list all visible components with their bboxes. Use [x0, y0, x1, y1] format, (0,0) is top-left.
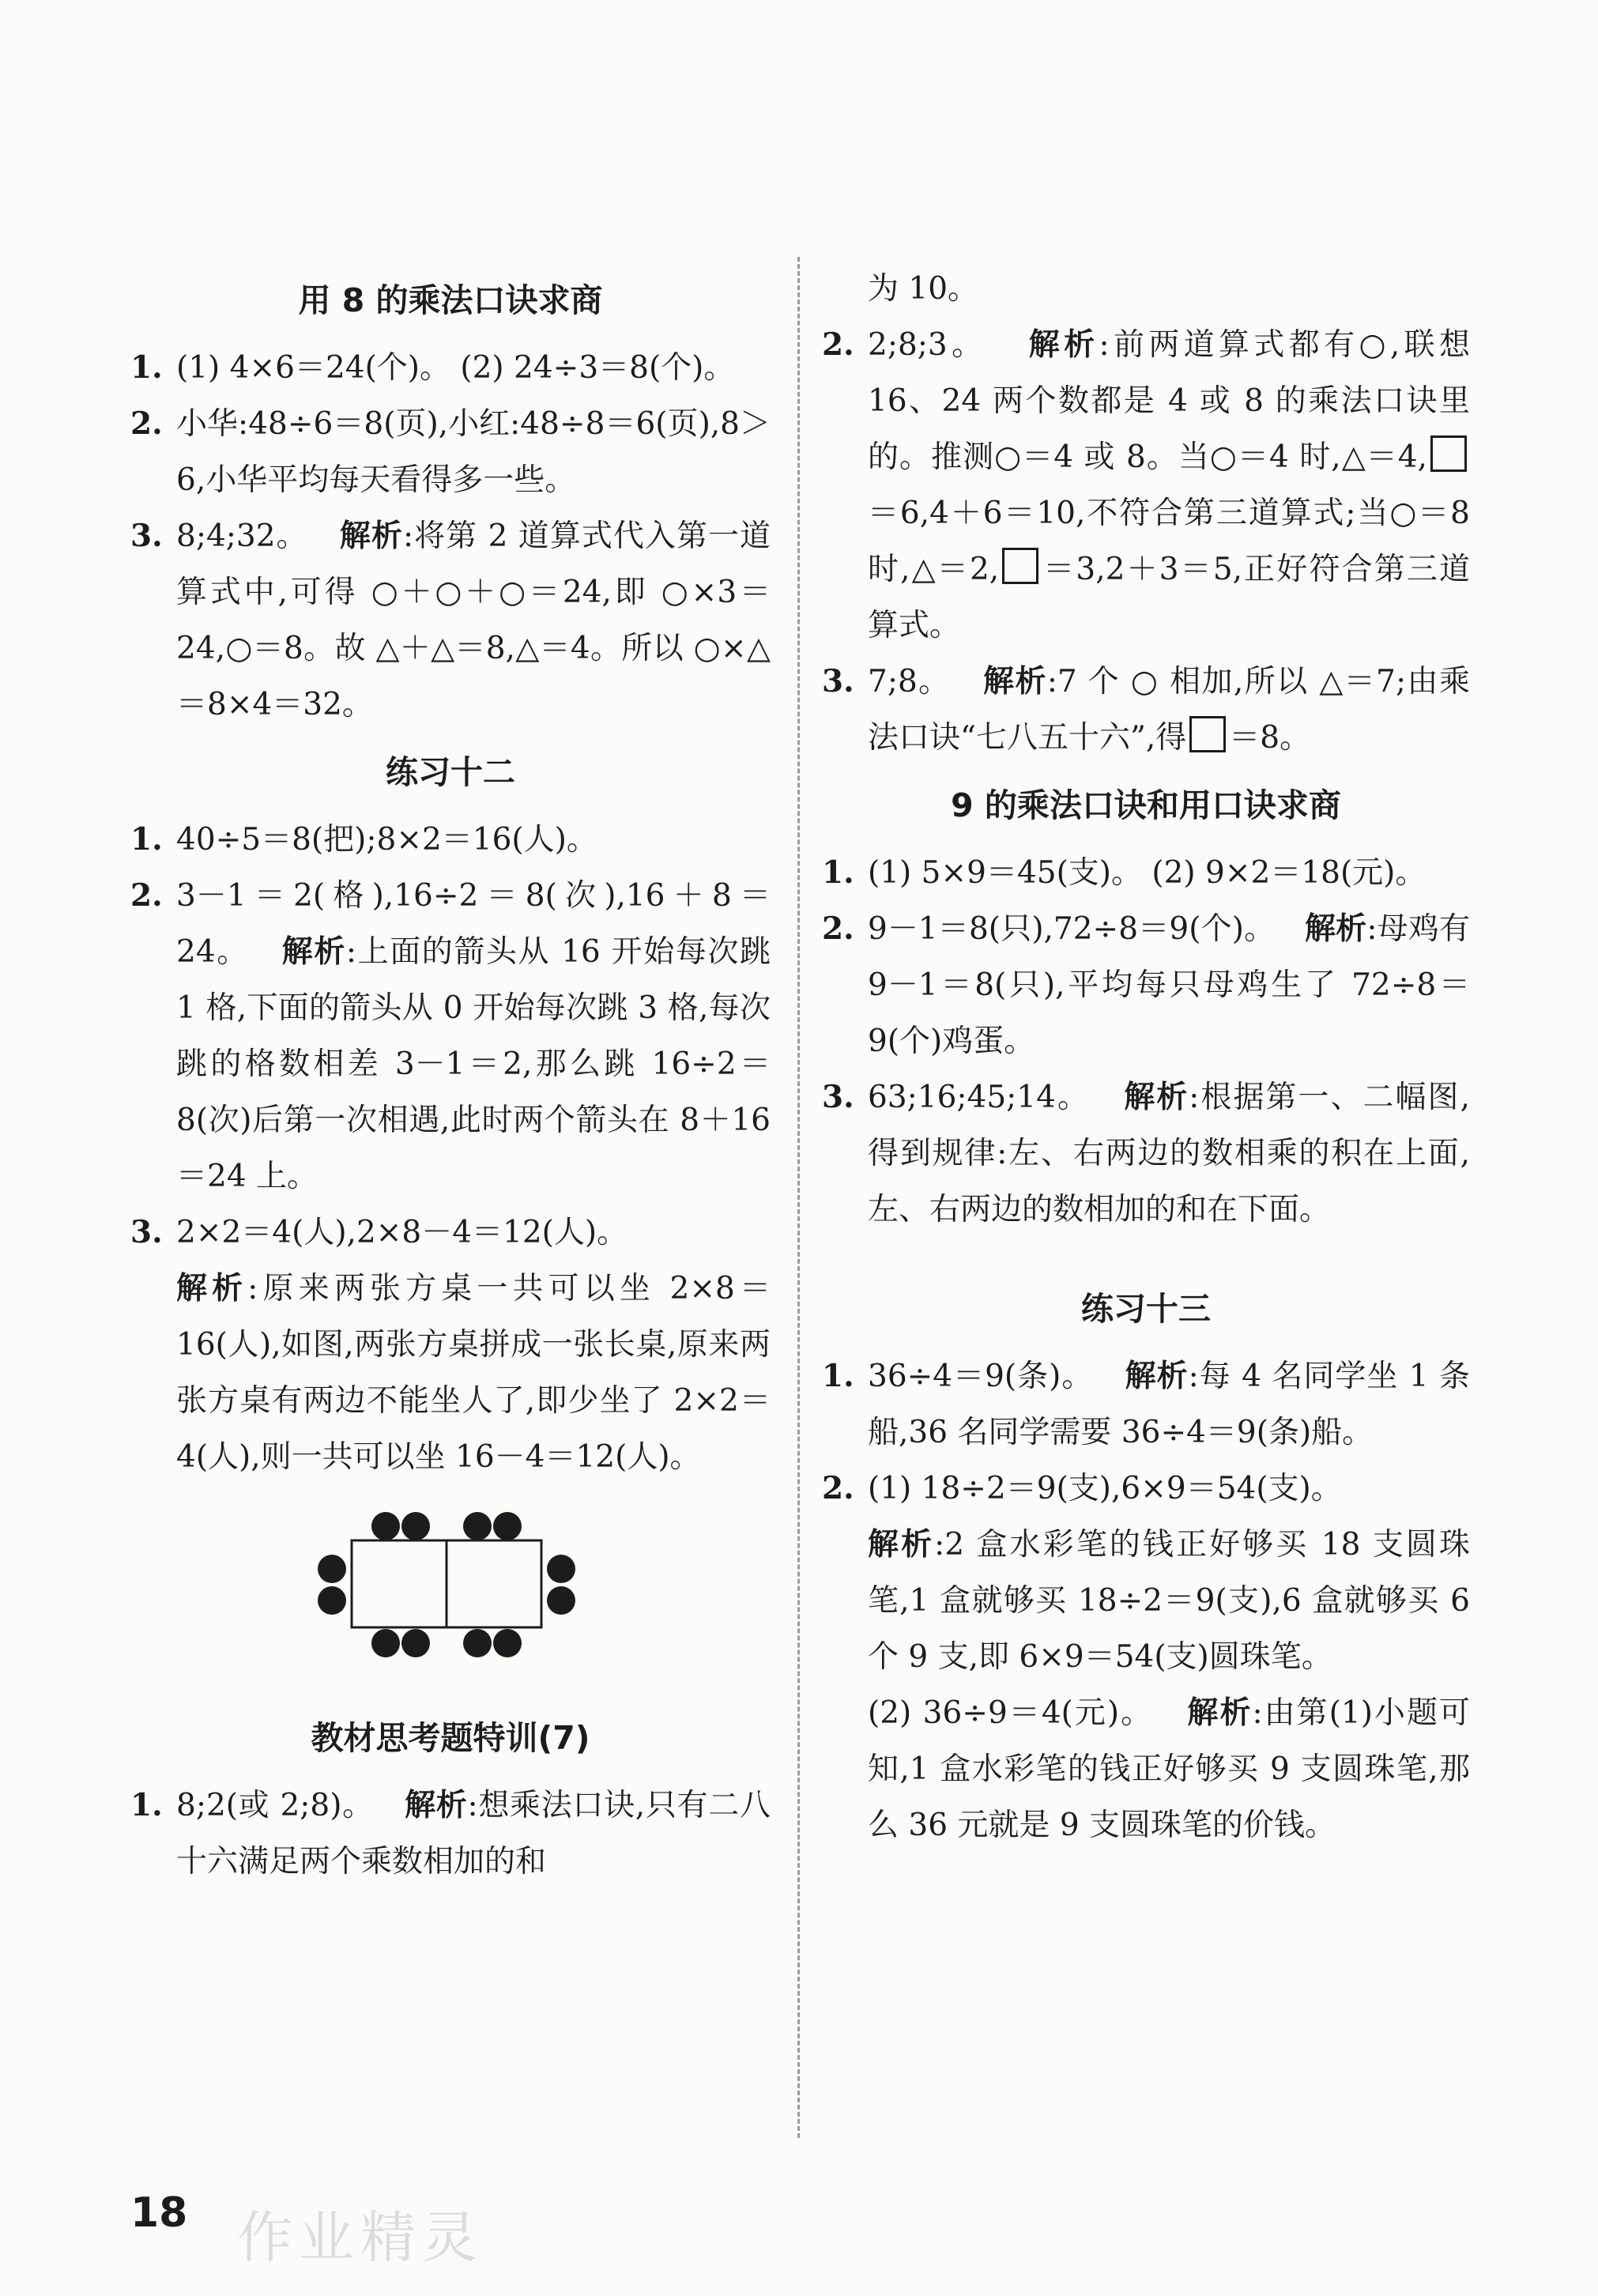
seat-dot — [493, 1629, 522, 1657]
item-number: 2. — [130, 405, 163, 442]
analysis-text: :2 盒水彩笔的钱正好够买 18 支圆珠笔,1 盒就够买 18÷2＝9(支),6 盒就够买 6 个 9 支,即 6×9＝54(支)圆珠笔。 — [868, 1527, 1470, 1675]
answer-item — [822, 1461, 1470, 1853]
analysis-text: :每 4 名同学坐 1 条船,36 名同学需要 36÷4＝9(条)船。 — [868, 1359, 1470, 1450]
seat-dot — [493, 1512, 522, 1540]
item-number: 2. — [130, 877, 163, 914]
answer-text: (1) 4×6＝24(个)。 (2) 24÷3＝8(个)。 — [176, 350, 735, 386]
seat-dot — [463, 1629, 492, 1657]
analysis-block — [868, 1517, 1470, 1685]
analysis-label: 解析 — [868, 1527, 935, 1563]
answer-value: 2×2＝4(人),2×8－4＝12(人)。 — [176, 1215, 628, 1250]
analysis-label: 解析 — [405, 1788, 468, 1823]
item-number: 3. — [130, 518, 163, 554]
item-number: 2. — [822, 1470, 854, 1506]
analysis-text: ＝6,4＋6＝10,不符合第三道算式;当○＝8 时,△＝2, — [868, 496, 1470, 587]
square-table-right — [447, 1540, 541, 1627]
analysis-text: :上面的箭头从 16 开始每次跳 1 格,下面的箭头从 0 开始每次跳 3 格,每次跳的格数相差 3－1＝2,那么跳 16÷2＝8(次)后第一次相遇,此时两个箭头在 8＋16＝24 上。 — [176, 934, 771, 1194]
seat-dot — [318, 1555, 346, 1583]
analysis-text: ＝3,2＋3＝5,正好符合第三道算式。 — [868, 552, 1470, 643]
seat-dot — [547, 1555, 575, 1583]
seat-dot — [401, 1629, 430, 1657]
column-divider — [797, 257, 800, 2138]
square-symbol — [1189, 716, 1226, 752]
answer-value: 8;4;32。 — [176, 518, 308, 554]
answer-value: 36÷4＝9(条)。 — [868, 1359, 1094, 1394]
analysis-label: 解析 — [1187, 1695, 1253, 1731]
seat-dot — [371, 1629, 400, 1657]
sub-answer-block — [868, 1685, 1470, 1853]
watermark: 作业精灵 — [237, 2205, 484, 2270]
seat-dot — [371, 1512, 400, 1540]
answer-item — [130, 508, 771, 733]
analysis-text: :母鸡有 9－1＝8(只),平均每只母鸡生了 72÷8＝9(个)鸡蛋。 — [868, 911, 1470, 1059]
analysis-label: 解析 — [1125, 1359, 1189, 1394]
answer-text: (1) 5×9＝45(支)。 (2) 9×2＝18(元)。 — [868, 855, 1427, 891]
answer-value: 8;2(或 2;8)。 — [176, 1788, 374, 1823]
answer-value: 2;8;3。 — [868, 327, 987, 363]
answer-value: (2) 36÷9＝4(元)。 — [868, 1695, 1154, 1731]
square-symbol — [1430, 435, 1467, 472]
item-number: 1. — [130, 349, 163, 386]
item-number: 3. — [822, 1079, 854, 1115]
square-table-left — [352, 1540, 447, 1627]
analysis-label: 解析 — [983, 664, 1047, 699]
seat-dot — [463, 1512, 492, 1540]
analysis-text: :原来两张方桌一共可以坐 2×8＝16(人),如图,两张方桌拼成一张长桌,原来两张方桌有两边不能坐人了,即少坐了 2×2＝4(人),则一共可以坐 16－4＝12(人)。 — [176, 1271, 771, 1475]
item-number: 1. — [130, 1787, 163, 1823]
seat-dot — [318, 1586, 346, 1615]
analysis-block — [176, 1261, 771, 1485]
answer-text: 小华:48÷6＝8(页),小红:48÷8＝6(页),8＞6,小华平均每天看得多一些。 — [176, 406, 771, 498]
item-number: 3. — [130, 1214, 163, 1250]
answer-item — [130, 1205, 771, 1485]
section-spacer — [822, 1238, 1470, 1269]
section-title-8-division: 用 8 的乘法口诀求商 — [298, 281, 603, 319]
item-number: 1. — [822, 1358, 854, 1394]
answer-value: 7;8。 — [868, 664, 951, 699]
seat-dot — [547, 1586, 575, 1615]
answer-item — [130, 868, 771, 1205]
square-symbol — [1002, 548, 1038, 584]
analysis-label: 解析 — [281, 934, 346, 970]
table-diagram — [292, 1501, 609, 1683]
item-number: 2. — [822, 326, 854, 363]
analysis-label: 解析 — [176, 1271, 248, 1306]
section-title-textbook-practice: 教材思考题特训(7) — [311, 1719, 590, 1757]
continued-text — [822, 261, 1470, 317]
section-title-exercise-13: 练习十三 — [1081, 1290, 1211, 1328]
answer-item — [130, 396, 771, 508]
analysis-text: :根据第一、二幅图,得到规律:左、右两边的数相乘的积在上面,左、右两边的数相加的和在下面。 — [868, 1080, 1470, 1227]
table-seating-figure — [130, 1501, 771, 1683]
continued-answer: 为 10。 — [868, 271, 979, 307]
section-title-exercise-12: 练习十二 — [386, 753, 515, 791]
analysis-label: 解析 — [1124, 1080, 1189, 1115]
item-number: 1. — [822, 854, 854, 891]
answer-value: 9－1＝8(只),72÷8＝9(个)。 — [868, 911, 1276, 947]
item-number: 1. — [130, 821, 163, 858]
analysis-label: 解析 — [1028, 327, 1099, 363]
answer-item — [130, 340, 771, 396]
left-column — [130, 261, 771, 1890]
analysis-label: 解析 — [339, 518, 403, 554]
answer-value: (1) 18÷2＝9(支),6×9＝54(支)。 — [868, 1471, 1342, 1506]
item-number: 3. — [822, 663, 854, 699]
page-number: 18 — [130, 2189, 188, 2237]
answer-item — [822, 901, 1470, 1069]
analysis-text: :想乘法口诀,只有二八十六满足两个乘数相加的和 — [176, 1788, 771, 1879]
analysis-text: :由第(1)小题可知,1 盒水彩笔的钱正好够买 9 支圆珠笔,那么 36 元就是 9 支圆珠笔的价钱。 — [868, 1695, 1470, 1843]
answer-item — [822, 845, 1470, 901]
answer-item — [822, 1069, 1470, 1238]
analysis-text: :前两道算式都有○,联想 16、24 两个数都是 4 或 8 的乘法口诀里的。推测○＝4 或 8。当○＝4 时,△＝4, — [868, 327, 1470, 475]
item-number: 2. — [822, 910, 854, 947]
answer-item — [130, 1778, 771, 1890]
answer-item — [822, 317, 1470, 654]
answer-item — [822, 1348, 1470, 1461]
answer-item — [130, 812, 771, 868]
right-column — [822, 261, 1470, 1853]
answer-text: 40÷5＝8(把);8×2＝16(人)。 — [176, 822, 597, 858]
answer-item — [822, 654, 1470, 766]
seat-dot — [401, 1512, 430, 1540]
analysis-text: :将第 2 道算式代入第一道算式中,可得 ○＋○＋○＝24,即 ○×3＝24,○＝8。故 △＋△＝8,△＝4。所以 ○×△＝8×4＝32。 — [176, 518, 771, 722]
section-title-9-multiplication: 9 的乘法口诀和用口诀求商 — [951, 786, 1341, 824]
answer-value: 63;16;45;14。 — [868, 1080, 1090, 1115]
analysis-text: ＝8。 — [1229, 720, 1311, 756]
analysis-text: :7 个 ○ 相加,所以 △＝7;由乘法口诀“七八五十六”,得 — [868, 664, 1470, 756]
answer-value: 3－1＝2(格),16÷2＝8(次),16＋8＝24。 — [176, 878, 771, 970]
analysis-label: 解析 — [1305, 911, 1367, 947]
